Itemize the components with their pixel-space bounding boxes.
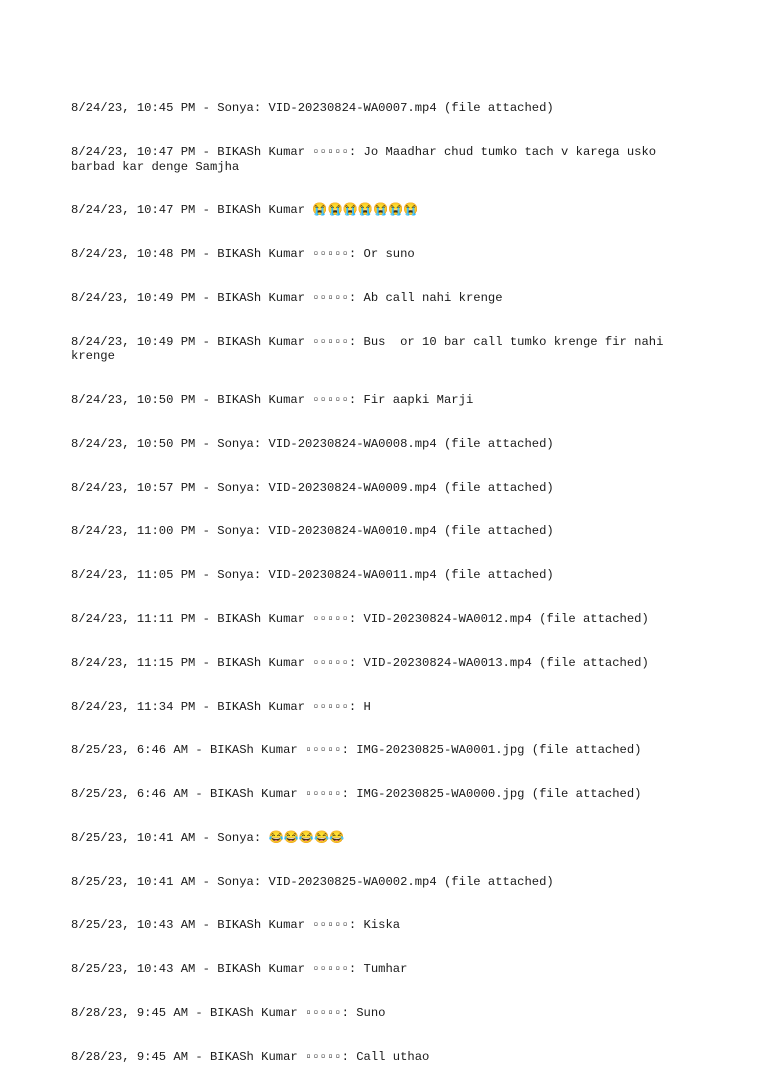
chat-line-text: 8/25/23, 10:43 AM - BIKASh Kumar ▫▫▫▫▫: Tumhar <box>71 962 408 977</box>
chat-line-text: 8/24/23, 10:57 PM - Sonya: VID-20230824-WA0009.mp4 (file attached) <box>71 480 554 495</box>
chat-line-text: 8/28/23, 9:45 AM - BIKASh Kumar ▫▫▫▫▫: Suno <box>71 1006 386 1020</box>
chat-line <box>71 700 691 715</box>
chat-line-text: 8/25/23, 10:43 AM - BIKASh Kumar ▫▫▫▫▫: Kiska <box>71 918 401 933</box>
chat-line <box>71 568 691 583</box>
chat-line-text: 8/24/23, 10:50 PM - BIKASh Kumar ▫▫▫▫▫: Fir aapki Marji <box>71 393 474 408</box>
chat-line <box>71 393 691 408</box>
chat-line <box>71 101 691 116</box>
chat-line-text: 8/24/23, 11:11 PM - BIKASh Kumar ▫▫▫▫▫: VID-20230824-WA0012.mp4 (file attached) <box>71 611 649 626</box>
chat-line <box>71 656 691 671</box>
chat-line <box>71 918 691 933</box>
chat-line-text: 8/24/23, 10:48 PM - BIKASh Kumar ▫▫▫▫▫: Or suno <box>71 247 415 262</box>
chat-line <box>71 1050 691 1065</box>
chat-line <box>71 875 691 890</box>
chat-line <box>71 291 691 306</box>
chat-line-text: 8/24/23, 10:47 PM - BIKASh Kumar ▫▫▫▫▫: Jo Maadhar chud tumko tach v karega usko barbad kar denge Samjha <box>71 144 664 174</box>
chat-line <box>71 247 691 262</box>
chat-line-text: 8/24/23, 11:05 PM - Sonya: VID-20230824-WA0011.mp4 (file attached) <box>71 568 554 583</box>
chat-line <box>71 743 691 758</box>
chat-line-text: 8/24/23, 10:49 PM - BIKASh Kumar ▫▫▫▫▫: Ab call nahi krenge <box>71 290 503 305</box>
chat-line <box>71 962 691 977</box>
chat-line-text: 8/24/23, 11:34 PM - BIKASh Kumar ▫▫▫▫▫: H <box>71 699 371 714</box>
chat-line <box>71 145 691 174</box>
chat-line <box>71 481 691 496</box>
chat-line <box>71 524 691 539</box>
chat-line-text: 8/25/23, 10:41 AM - Sonya: 😂😂😂😂😂 <box>71 830 345 845</box>
chat-line-text: 8/24/23, 10:49 PM - BIKASh Kumar ▫▫▫▫▫: Bus or 10 bar call tumko krenge fir nahi krenge <box>71 334 671 364</box>
chat-line <box>71 787 691 802</box>
chat-transcript <box>71 72 691 1079</box>
chat-line-text: 8/24/23, 11:00 PM - Sonya: VID-20230824-WA0010.mp4 (file attached) <box>71 524 554 539</box>
chat-line <box>71 437 691 452</box>
chat-line-text: 8/24/23, 10:50 PM - Sonya: VID-20230824-WA0008.mp4 (file attached) <box>71 436 554 451</box>
chat-line-text: 8/24/23, 10:45 PM - Sonya: VID-20230824-WA0007.mp4 (file attached) <box>71 101 554 116</box>
chat-line <box>71 1006 691 1021</box>
chat-line <box>71 831 691 846</box>
chat-line-text: 8/28/23, 9:45 AM - BIKASh Kumar ▫▫▫▫▫: Call uthao <box>71 1049 430 1064</box>
chat-line <box>71 612 691 627</box>
chat-line <box>71 203 691 218</box>
chat-line-text: 8/25/23, 6:46 AM - BIKASh Kumar ▫▫▫▫▫: IMG-20230825-WA0000.jpg (file attached) <box>71 787 642 802</box>
chat-line <box>71 335 691 364</box>
chat-line-text: 8/24/23, 10:47 PM - BIKASh Kumar 😭😭😭😭😭😭😭 <box>71 203 419 218</box>
chat-line-text: 8/25/23, 10:41 AM - Sonya: VID-20230825-WA0002.mp4 (file attached) <box>71 874 554 889</box>
chat-line-text: 8/24/23, 11:15 PM - BIKASh Kumar ▫▫▫▫▫: VID-20230824-WA0013.mp4 (file attached) <box>71 655 649 670</box>
chat-line-text: 8/25/23, 6:46 AM - BIKASh Kumar ▫▫▫▫▫: IMG-20230825-WA0001.jpg (file attached) <box>71 743 642 758</box>
